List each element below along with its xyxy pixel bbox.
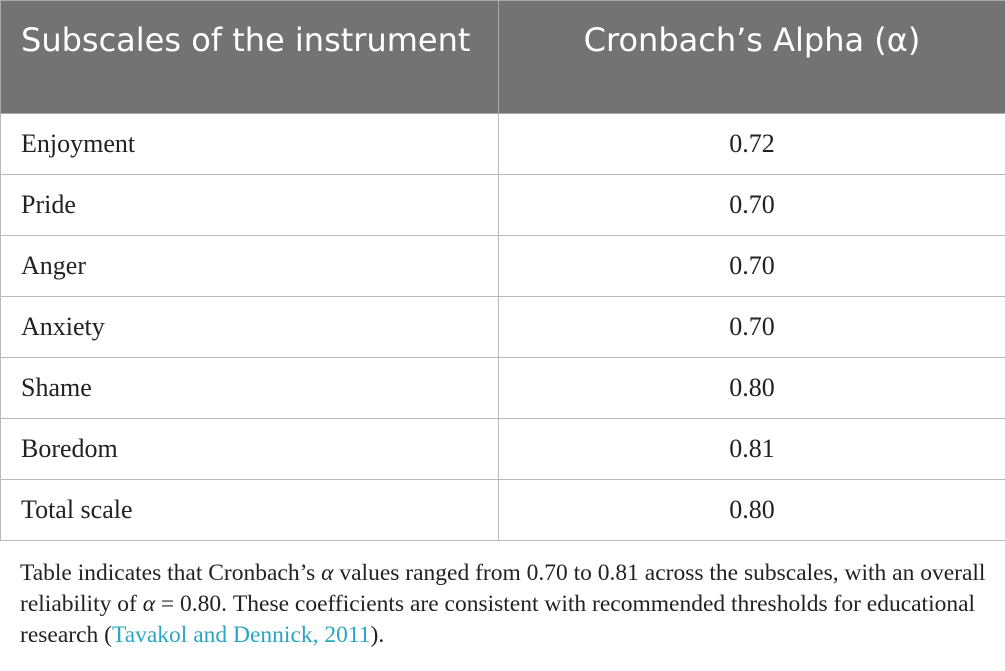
table-row bbox=[1, 175, 1005, 236]
footnote-text-2: values ranged from 0.70 to 0.81 across the subscales, with an overall reliability of bbox=[20, 560, 986, 617]
alpha-value: 0.80 bbox=[499, 480, 1005, 541]
subscale-label: Anger bbox=[1, 236, 499, 297]
table-row bbox=[1, 419, 1005, 480]
subscale-label: Boredom bbox=[1, 419, 499, 480]
alpha-value: 0.70 bbox=[499, 236, 1005, 297]
table-footnote bbox=[20, 558, 995, 651]
alpha-value: 0.72 bbox=[499, 114, 1005, 175]
header-row bbox=[1, 1, 1005, 114]
footnote-text-3: = 0.80. These coefficients are consistent with recommended thresholds for educational research ( bbox=[20, 591, 976, 648]
table-row bbox=[1, 480, 1005, 541]
table-row bbox=[1, 114, 1005, 175]
subscale-label: Total scale bbox=[1, 480, 499, 541]
subscale-label: Enjoyment bbox=[1, 114, 499, 175]
alpha-value: 0.81 bbox=[499, 419, 1005, 480]
footnote-text-1: Table indicates that Cronbach’s bbox=[20, 560, 322, 586]
footnote-text-4: ). bbox=[370, 622, 385, 648]
alpha-value: 0.80 bbox=[499, 358, 1005, 419]
subscale-label: Shame bbox=[1, 358, 499, 419]
citation-link[interactable]: Tavakol and Dennick, 2011 bbox=[111, 622, 371, 648]
table-row bbox=[1, 358, 1005, 419]
header-subscales: Subscales of the instrument bbox=[1, 1, 499, 114]
alpha-value: 0.70 bbox=[499, 175, 1005, 236]
table-row bbox=[1, 297, 1005, 358]
alpha-symbol: α bbox=[142, 591, 156, 617]
table-body bbox=[1, 114, 1005, 541]
header-cronbach-alpha: Cronbach’s Alpha (α) bbox=[499, 1, 1005, 114]
table-row bbox=[1, 236, 1005, 297]
table-header bbox=[1, 1, 1005, 114]
alpha-symbol: α bbox=[321, 560, 334, 586]
alpha-value: 0.70 bbox=[499, 297, 1005, 358]
subscale-label: Anxiety bbox=[1, 297, 499, 358]
subscale-label: Pride bbox=[1, 175, 499, 236]
